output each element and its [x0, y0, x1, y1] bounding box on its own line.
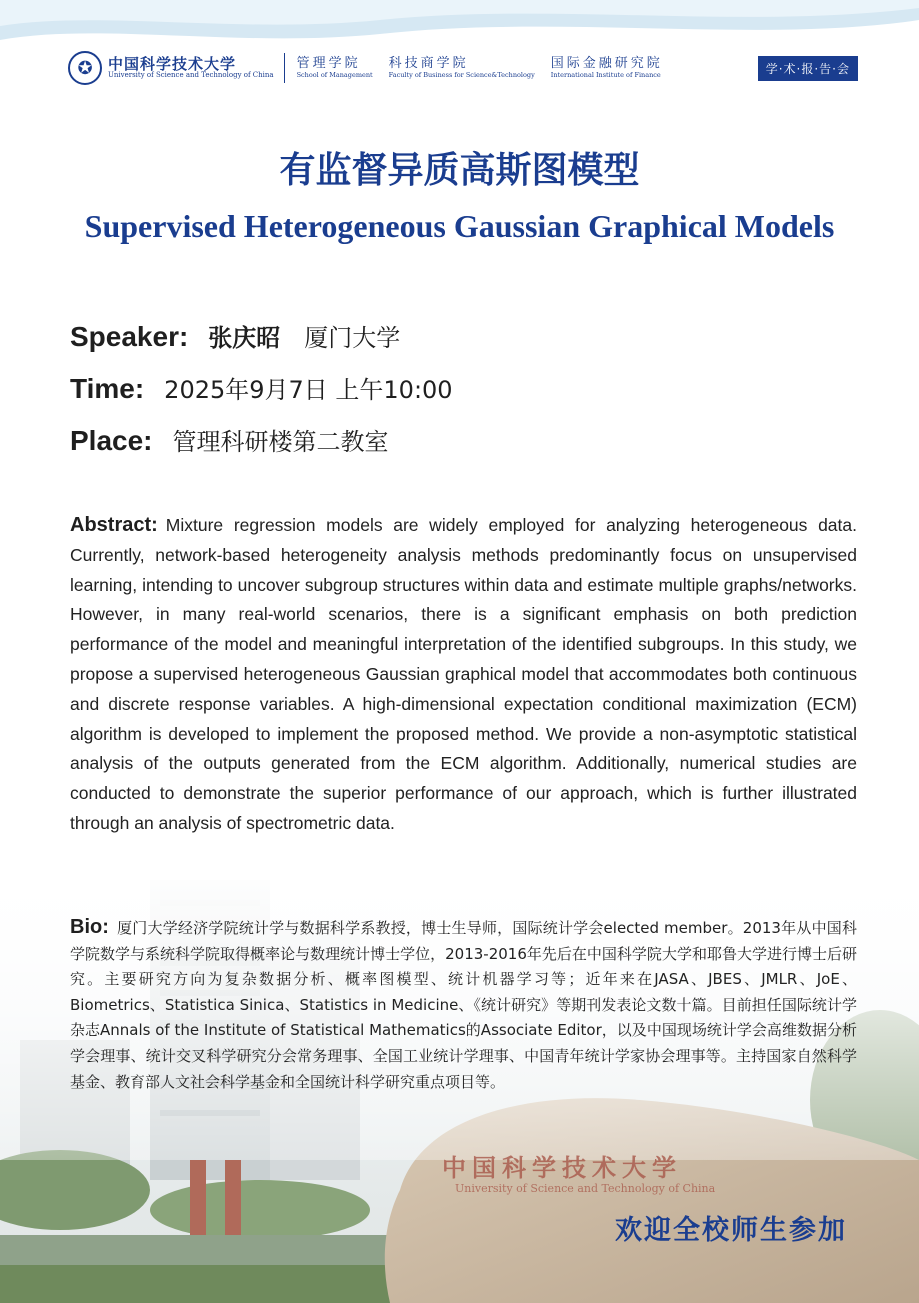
header-bar [68, 48, 858, 88]
school-name-cn: 管理学院 [296, 55, 361, 71]
speaker-label: Speaker: [70, 321, 189, 352]
abstract-text: Mixture regression models are widely employed for analyzing heterogeneous data. Currently, network-based heterogeneity analysis methods predominantly focus on unsupervised learning, intending to uncover subgroup structures within data and estimate multiple graphs/networks. However, in many real-world scenarios, there is a significant emphasis on both prediction performance of the model and meaningful interpretation of the identified subgroups. In this study, we propose a supervised heterogeneous Gaussian graphical model that accommodates both continuous and discrete response variables. A high-dimensional expectation conditional maximization (ECM) algorithm is developed to implement the proposed method. We provide a non-asymptotic statistical analysis of the outputs generated from the ECM algorithm. Additionally, numerical studies are conducted to demonstrate the superior performance of our approach, which is further illustrated through an analysis of spectrometric data. [70, 515, 857, 833]
title-english: Supervised Heterogeneous Gaussian Graphical Models [84, 208, 835, 244]
university-name [108, 56, 274, 80]
bio-text: 厦门大学经济学院统计学与数据科学系教授，博士生导师，国际统计学会elected member。2013年从中国科学院数学与系统科学院取得概率论与数理统计博士学位，2013-2016年先后在中国科学院大学和耶鲁大学进行博士后研究。主要研究方向为复杂数据分析、概率图模型、统计机器学习等；近年来在JASA、JBES、JMLR、JoE、Biometrics、Statistica Sinica、Statistics in Medicine、《统计研究》等期刊发表论文数十篇。目前担任国际统计学杂志Annals of the Institute of Statistical Mathematics的Associate Editor，以及中国现场统计学会高维数据分析学会理事、统计交叉科学研究分会常务理事、全国工业统计学理事、中国青年统计学家协会理事等。主持国家自然科学基金、教育部人文社会科学基金和全国统计科学研究重点项目等。 [70, 919, 857, 1091]
school-name-cn: 科技商学院 [388, 55, 469, 71]
title-chinese: 有监督异质高斯图模型 [279, 149, 640, 191]
bio-section [70, 915, 857, 1095]
school-name-en: School of Management [296, 70, 373, 79]
stone-inscription-en: University of Science and Technology of China [455, 1182, 716, 1195]
school-business [389, 57, 535, 79]
abstract-section [70, 511, 857, 839]
school-management [297, 57, 373, 79]
speaker-name: 张庆昭 [208, 324, 281, 352]
speaker-affiliation: 厦门大学 [304, 324, 401, 352]
school-name-en: International Institute of Finance [550, 70, 661, 79]
header-divider [284, 53, 285, 83]
time-row [70, 370, 453, 405]
speaker-row [70, 318, 400, 353]
bio-label: Bio: [70, 916, 109, 938]
school-name-en: Faculty of Business for Science&Technology [388, 70, 535, 79]
time-value: 2025年9月7日 上午10:00 [164, 376, 453, 404]
place-row [70, 422, 389, 457]
seminar-badge: 学·术·报·告·会 [758, 56, 858, 81]
school-name-cn: 国际金融研究院 [550, 55, 663, 71]
time-label: Time: [70, 373, 145, 404]
university-name-en: University of Science and Technology of China [108, 71, 274, 80]
place-label: Place: [70, 425, 153, 456]
stone-inscription-cn: 中国科学技术大学 [442, 1153, 682, 1182]
ustc-logo-icon: ✪ [68, 51, 102, 85]
welcome-message: 欢迎全校师生参加 [615, 1215, 847, 1246]
university-name-cn: 中国科学技术大学 [108, 54, 237, 73]
place-value: 管理科研楼第二教室 [172, 428, 389, 456]
abstract-label: Abstract: [70, 514, 158, 536]
school-finance [551, 57, 663, 79]
